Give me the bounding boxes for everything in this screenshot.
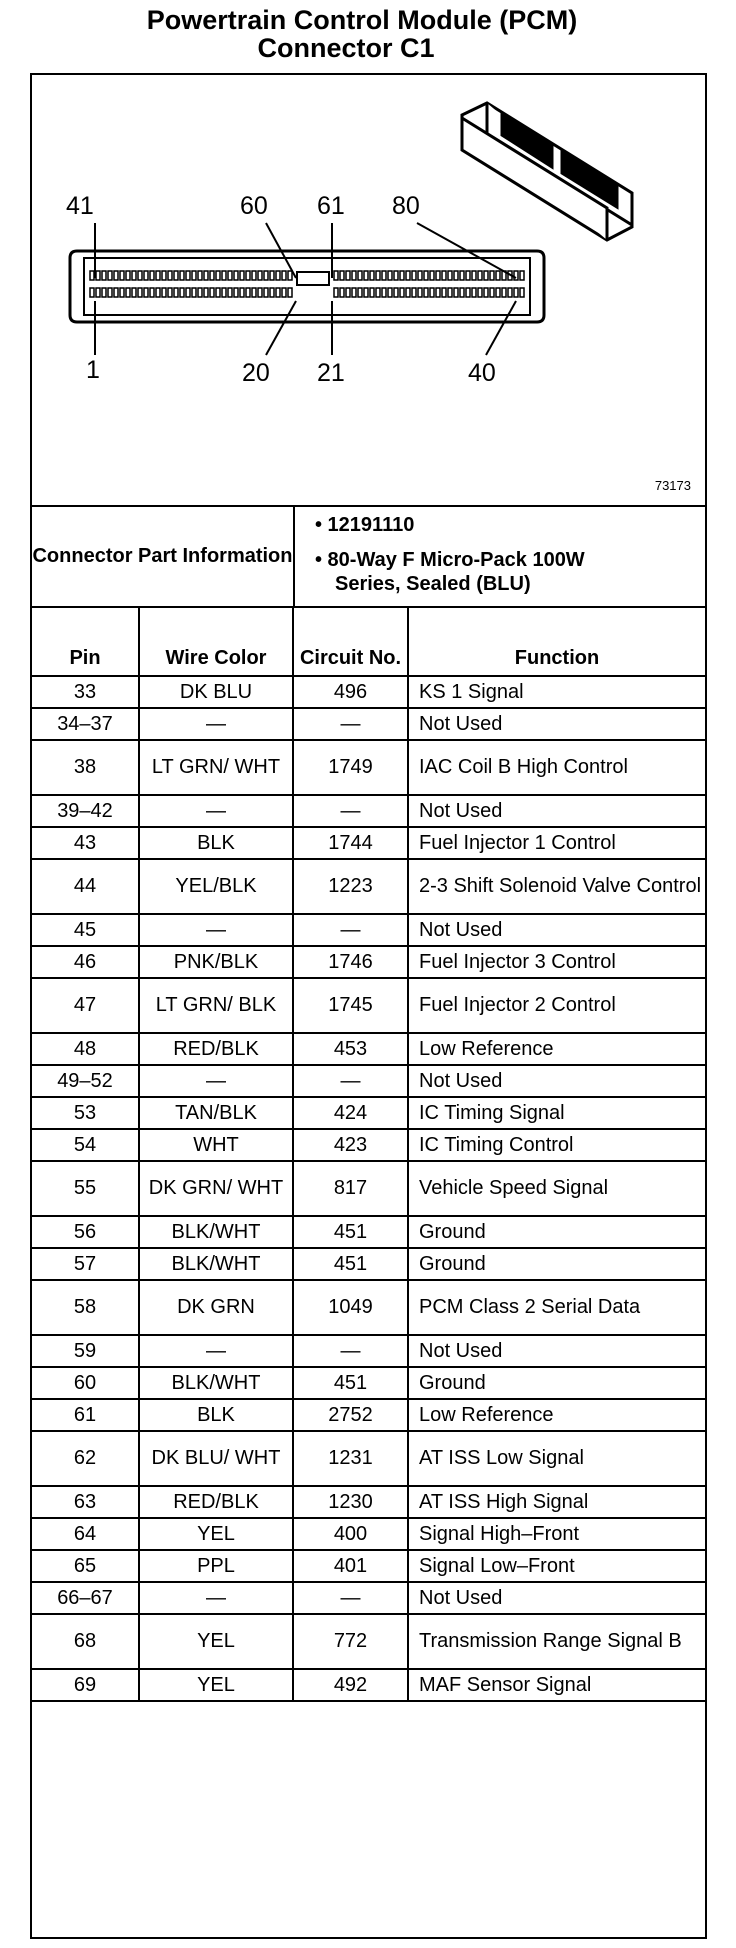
function-cell: Signal Low–Front — [408, 1550, 705, 1582]
pin-cell: 61 — [32, 1399, 139, 1431]
circuit-cell: 1230 — [293, 1486, 408, 1518]
pin-label-61: 61 — [317, 192, 345, 220]
connector-pin — [156, 288, 160, 297]
connector-pin — [502, 288, 506, 297]
connector-pin — [436, 271, 440, 280]
circuit-cell: 401 — [293, 1550, 408, 1582]
function-cell: Transmission Range Signal B — [408, 1614, 705, 1669]
table-row — [32, 1669, 705, 1701]
connector-pin — [216, 288, 220, 297]
pin-label-1: 1 — [86, 356, 100, 384]
wire-color-cell: TAN/BLK — [139, 1097, 293, 1129]
connector-pin — [198, 288, 202, 297]
pin-label-80: 80 — [392, 192, 420, 220]
pin-cell: 44 — [32, 859, 139, 914]
connector-pin — [520, 271, 524, 280]
table-row — [32, 1097, 705, 1129]
connector-pin — [352, 271, 356, 280]
function-cell: IC Timing Signal — [408, 1097, 705, 1129]
connector-pin — [340, 271, 344, 280]
table-row — [32, 1248, 705, 1280]
table-row — [32, 1335, 705, 1367]
header-circuit-no: Circuit No. — [293, 606, 408, 676]
table-row — [32, 1280, 705, 1335]
connector-pin — [222, 271, 226, 280]
connector-pin — [382, 288, 386, 297]
connector-pin — [96, 271, 100, 280]
pin-cell: 48 — [32, 1033, 139, 1065]
wire-color-cell: — — [139, 1582, 293, 1614]
connector-diagram — [32, 75, 705, 507]
connector-pin — [382, 271, 386, 280]
pin-cell: 59 — [32, 1335, 139, 1367]
connector-pin — [352, 288, 356, 297]
connector-pin — [258, 271, 262, 280]
wire-color-cell: LT GRN/ WHT — [139, 740, 293, 795]
pinout-table — [32, 606, 705, 1702]
function-cell: AT ISS Low Signal — [408, 1431, 705, 1486]
pin-cell: 63 — [32, 1486, 139, 1518]
table-row — [32, 1399, 705, 1431]
function-cell: 2-3 Shift Solenoid Valve Control — [408, 859, 705, 914]
wire-color-cell: YEL — [139, 1669, 293, 1701]
connector-pin — [364, 271, 368, 280]
circuit-cell: 1049 — [293, 1280, 408, 1335]
connector-pin — [174, 271, 178, 280]
table-row — [32, 676, 705, 708]
table-row — [32, 1582, 705, 1614]
connector-pin — [424, 288, 428, 297]
connector-pin — [346, 271, 350, 280]
connector-pin — [276, 271, 280, 280]
connector-pin — [358, 288, 362, 297]
connector-pin — [448, 271, 452, 280]
table-row — [32, 1486, 705, 1518]
connector-pin — [412, 271, 416, 280]
connector-pin — [210, 271, 214, 280]
connector-description-line1: • 80-Way F Micro-Pack 100W — [315, 549, 585, 571]
page-title: Powertrain Control Module (PCM) — [146, 5, 578, 35]
connector-pin — [120, 288, 124, 297]
circuit-cell: — — [293, 1335, 408, 1367]
function-cell: Low Reference — [408, 1399, 705, 1431]
connector-pin — [454, 271, 458, 280]
connector-pin — [144, 288, 148, 297]
connector-pin — [514, 271, 518, 280]
connector-pin — [132, 288, 136, 297]
wire-color-cell: WHT — [139, 1129, 293, 1161]
function-cell: Ground — [408, 1248, 705, 1280]
circuit-cell: 1745 — [293, 978, 408, 1033]
connector-pin — [358, 271, 362, 280]
circuit-cell: 451 — [293, 1367, 408, 1399]
table-row — [32, 827, 705, 859]
connector-pin — [282, 271, 286, 280]
table-row — [32, 1550, 705, 1582]
pin-cell: 47 — [32, 978, 139, 1033]
connector-pin — [406, 288, 410, 297]
wire-color-cell: DK BLU — [139, 676, 293, 708]
circuit-cell: 772 — [293, 1614, 408, 1669]
pin-label-41: 41 — [66, 192, 94, 220]
connector-part-info — [32, 505, 705, 608]
connector-pin — [394, 271, 398, 280]
connector-pin — [364, 288, 368, 297]
circuit-cell: 817 — [293, 1161, 408, 1216]
function-cell: IC Timing Control — [408, 1129, 705, 1161]
connector-pin — [460, 271, 464, 280]
connector-pin — [514, 288, 518, 297]
wire-color-cell: YEL — [139, 1518, 293, 1550]
connector-pin — [204, 271, 208, 280]
wire-color-cell: — — [139, 1335, 293, 1367]
pin-cell: 58 — [32, 1280, 139, 1335]
connector-pin — [186, 271, 190, 280]
connector-pin — [168, 288, 172, 297]
table-row — [32, 859, 705, 914]
connector-pin — [334, 288, 338, 297]
pin-cell: 68 — [32, 1614, 139, 1669]
connector-pin — [418, 288, 422, 297]
function-cell: Not Used — [408, 795, 705, 827]
function-cell: Not Used — [408, 1335, 705, 1367]
header-pin: Pin — [32, 606, 139, 676]
circuit-cell: 496 — [293, 676, 408, 708]
wire-color-cell: — — [139, 914, 293, 946]
pin-cell: 39–42 — [32, 795, 139, 827]
function-cell: Vehicle Speed Signal — [408, 1161, 705, 1216]
pin-cell: 49–52 — [32, 1065, 139, 1097]
connector-pin — [448, 288, 452, 297]
circuit-cell: 2752 — [293, 1399, 408, 1431]
connector-pin — [120, 271, 124, 280]
pin-cell: 57 — [32, 1248, 139, 1280]
connector-pin — [430, 271, 434, 280]
pin-cell: 54 — [32, 1129, 139, 1161]
connector-pin — [376, 288, 380, 297]
connector-pin — [496, 288, 500, 297]
pin-cell: 55 — [32, 1161, 139, 1216]
circuit-cell: 423 — [293, 1129, 408, 1161]
header-wire-color: Wire Color — [139, 606, 293, 676]
connector-pin — [388, 288, 392, 297]
connector-pin — [424, 271, 428, 280]
connector-pin — [276, 288, 280, 297]
connector-pin — [198, 271, 202, 280]
table-row — [32, 946, 705, 978]
pin-cell: 60 — [32, 1367, 139, 1399]
wire-color-cell: — — [139, 708, 293, 740]
connector-pin — [210, 288, 214, 297]
pin-cell: 34–37 — [32, 708, 139, 740]
connector-pin — [126, 271, 130, 280]
wire-color-cell: BLK — [139, 1399, 293, 1431]
table-row — [32, 1367, 705, 1399]
connector-pin — [370, 271, 374, 280]
connector-pin — [400, 288, 404, 297]
table-row — [32, 978, 705, 1033]
table-row — [32, 1614, 705, 1669]
connector-pin — [406, 271, 410, 280]
connector-pin — [132, 271, 136, 280]
pin-cell: 53 — [32, 1097, 139, 1129]
circuit-cell: 1749 — [293, 740, 408, 795]
connector-pin — [484, 271, 488, 280]
connector-pin — [180, 271, 184, 280]
circuit-cell: — — [293, 795, 408, 827]
wire-color-cell: RED/BLK — [139, 1033, 293, 1065]
connector-pin — [108, 288, 112, 297]
pin-cell: 46 — [32, 946, 139, 978]
wire-color-cell: PNK/BLK — [139, 946, 293, 978]
table-row — [32, 1033, 705, 1065]
connector-pin — [282, 288, 286, 297]
function-cell: Not Used — [408, 1065, 705, 1097]
circuit-cell: 453 — [293, 1033, 408, 1065]
circuit-cell: 1231 — [293, 1431, 408, 1486]
pin-cell: 62 — [32, 1431, 139, 1486]
page-subtitle: Connector C1 — [257, 33, 435, 63]
connector-pin — [270, 288, 274, 297]
connector-pin — [102, 271, 106, 280]
function-cell: Fuel Injector 2 Control — [408, 978, 705, 1033]
connector-pin — [478, 271, 482, 280]
pin-label-20: 20 — [242, 359, 270, 387]
connector-document — [30, 73, 707, 1939]
pin-cell: 43 — [32, 827, 139, 859]
table-row — [32, 740, 705, 795]
function-cell: Low Reference — [408, 1033, 705, 1065]
connector-pin — [138, 271, 142, 280]
figure-number: 73173 — [654, 478, 691, 493]
function-cell: MAF Sensor Signal — [408, 1669, 705, 1701]
connector-pin — [252, 288, 256, 297]
connector-pin — [520, 288, 524, 297]
connector-pin — [418, 271, 422, 280]
connector-pin — [222, 288, 226, 297]
connector-pin — [370, 288, 374, 297]
wire-color-cell: BLK — [139, 827, 293, 859]
pin-cell: 56 — [32, 1216, 139, 1248]
wire-color-cell: YEL — [139, 1614, 293, 1669]
connector-pin — [388, 271, 392, 280]
pin-label-21: 21 — [317, 359, 345, 387]
connector-pin — [162, 271, 166, 280]
connector-pin — [484, 288, 488, 297]
circuit-cell: 492 — [293, 1669, 408, 1701]
connector-pin — [240, 271, 244, 280]
connector-pin — [186, 288, 190, 297]
connector-pin — [496, 271, 500, 280]
table-row — [32, 1518, 705, 1550]
connector-pin — [394, 288, 398, 297]
connector-pin — [288, 288, 292, 297]
wire-color-cell: RED/BLK — [139, 1486, 293, 1518]
connector-pin — [234, 288, 238, 297]
connector-pin — [478, 288, 482, 297]
wire-color-cell: YEL/BLK — [139, 859, 293, 914]
table-row — [32, 914, 705, 946]
table-row — [32, 1161, 705, 1216]
connector-pin — [240, 288, 244, 297]
pin-label-40: 40 — [468, 359, 496, 387]
wire-color-cell: DK GRN/ WHT — [139, 1161, 293, 1216]
wire-color-cell: PPL — [139, 1550, 293, 1582]
connector-pin — [264, 288, 268, 297]
connector-pin — [436, 288, 440, 297]
connector-pin — [150, 288, 154, 297]
connector-pin — [126, 288, 130, 297]
connector-pin — [490, 271, 494, 280]
connector-pin — [114, 288, 118, 297]
connector-pin — [400, 271, 404, 280]
connector-pin — [162, 288, 166, 297]
connector-pin — [466, 288, 470, 297]
connector-pin — [472, 288, 476, 297]
connector-pin — [204, 288, 208, 297]
pin-cell: 66–67 — [32, 1582, 139, 1614]
pin-label-60: 60 — [240, 192, 268, 220]
table-row — [32, 708, 705, 740]
table-header-row — [32, 606, 705, 676]
wire-color-cell: DK BLU/ WHT — [139, 1431, 293, 1486]
table-row — [32, 1216, 705, 1248]
function-cell: Not Used — [408, 914, 705, 946]
connector-pin — [216, 271, 220, 280]
connector-pin — [108, 271, 112, 280]
connector-pin — [490, 288, 494, 297]
part-number: • 12191110 — [315, 514, 415, 536]
function-cell: KS 1 Signal — [408, 676, 705, 708]
connector-pin — [114, 271, 118, 280]
connector-pin — [334, 271, 338, 280]
circuit-cell: 1223 — [293, 859, 408, 914]
connector-pin — [102, 288, 106, 297]
connector-pin — [460, 288, 464, 297]
connector-pin — [430, 288, 434, 297]
connector-pin — [228, 288, 232, 297]
wire-color-cell: LT GRN/ BLK — [139, 978, 293, 1033]
function-cell: Not Used — [408, 708, 705, 740]
function-cell: Ground — [408, 1367, 705, 1399]
connector-pin — [270, 271, 274, 280]
connector-pin — [90, 288, 94, 297]
connector-part-info-label: Connector Part Information — [32, 505, 295, 606]
connector-pin — [508, 288, 512, 297]
function-cell: IAC Coil B High Control — [408, 740, 705, 795]
connector-pin — [192, 288, 196, 297]
table-row — [32, 795, 705, 827]
function-cell: AT ISS High Signal — [408, 1486, 705, 1518]
circuit-cell: — — [293, 914, 408, 946]
pin-cell: 69 — [32, 1669, 139, 1701]
connector-description-line2: Series, Sealed (BLU) — [335, 573, 531, 595]
table-row — [32, 1065, 705, 1097]
connector-pin — [150, 271, 154, 280]
connector-pin — [96, 288, 100, 297]
function-cell: Fuel Injector 3 Control — [408, 946, 705, 978]
connector-pin — [412, 288, 416, 297]
circuit-cell: 451 — [293, 1248, 408, 1280]
pin-cell: 45 — [32, 914, 139, 946]
connector-illustration — [32, 75, 705, 505]
connector-pin — [228, 271, 232, 280]
function-cell: Ground — [408, 1216, 705, 1248]
pin-cell: 33 — [32, 676, 139, 708]
circuit-cell: 1744 — [293, 827, 408, 859]
connector-pin — [180, 288, 184, 297]
circuit-cell: — — [293, 1065, 408, 1097]
wire-color-cell: — — [139, 795, 293, 827]
table-row — [32, 1431, 705, 1486]
connector-pin — [138, 288, 142, 297]
connector-pin — [442, 271, 446, 280]
connector-pin — [340, 288, 344, 297]
connector-pin — [288, 271, 292, 280]
pin-cell: 65 — [32, 1550, 139, 1582]
connector-part-info-values — [295, 505, 705, 606]
pin-cell: 64 — [32, 1518, 139, 1550]
connector-pin — [246, 271, 250, 280]
connector-pin — [156, 271, 160, 280]
wire-color-cell: BLK/WHT — [139, 1248, 293, 1280]
circuit-cell: — — [293, 708, 408, 740]
connector-pin — [264, 271, 268, 280]
connector-pin — [174, 288, 178, 297]
wire-color-cell: DK GRN — [139, 1280, 293, 1335]
connector-pin — [466, 271, 470, 280]
header-function: Function — [408, 606, 705, 676]
function-cell: PCM Class 2 Serial Data — [408, 1280, 705, 1335]
connector-pin — [246, 288, 250, 297]
connector-description — [315, 548, 585, 596]
circuit-cell: 400 — [293, 1518, 408, 1550]
wire-color-cell: BLK/WHT — [139, 1367, 293, 1399]
connector-pin — [90, 271, 94, 280]
connector-pin — [258, 288, 262, 297]
connector-pin — [234, 271, 238, 280]
connector-pin — [144, 271, 148, 280]
pin-cell: 38 — [32, 740, 139, 795]
table-row — [32, 1129, 705, 1161]
circuit-cell: 424 — [293, 1097, 408, 1129]
function-cell: Fuel Injector 1 Control — [408, 827, 705, 859]
connector-pin — [454, 288, 458, 297]
connector-pin — [472, 271, 476, 280]
wire-color-cell: — — [139, 1065, 293, 1097]
circuit-cell: 1746 — [293, 946, 408, 978]
connector-pin — [252, 271, 256, 280]
wire-color-cell: BLK/WHT — [139, 1216, 293, 1248]
connector-pin — [346, 288, 350, 297]
connector-pin — [192, 271, 196, 280]
connector-pin — [442, 288, 446, 297]
connector-pin — [376, 271, 380, 280]
function-cell: Not Used — [408, 1582, 705, 1614]
connector-pin — [168, 271, 172, 280]
function-cell: Signal High–Front — [408, 1518, 705, 1550]
circuit-cell: — — [293, 1582, 408, 1614]
circuit-cell: 451 — [293, 1216, 408, 1248]
